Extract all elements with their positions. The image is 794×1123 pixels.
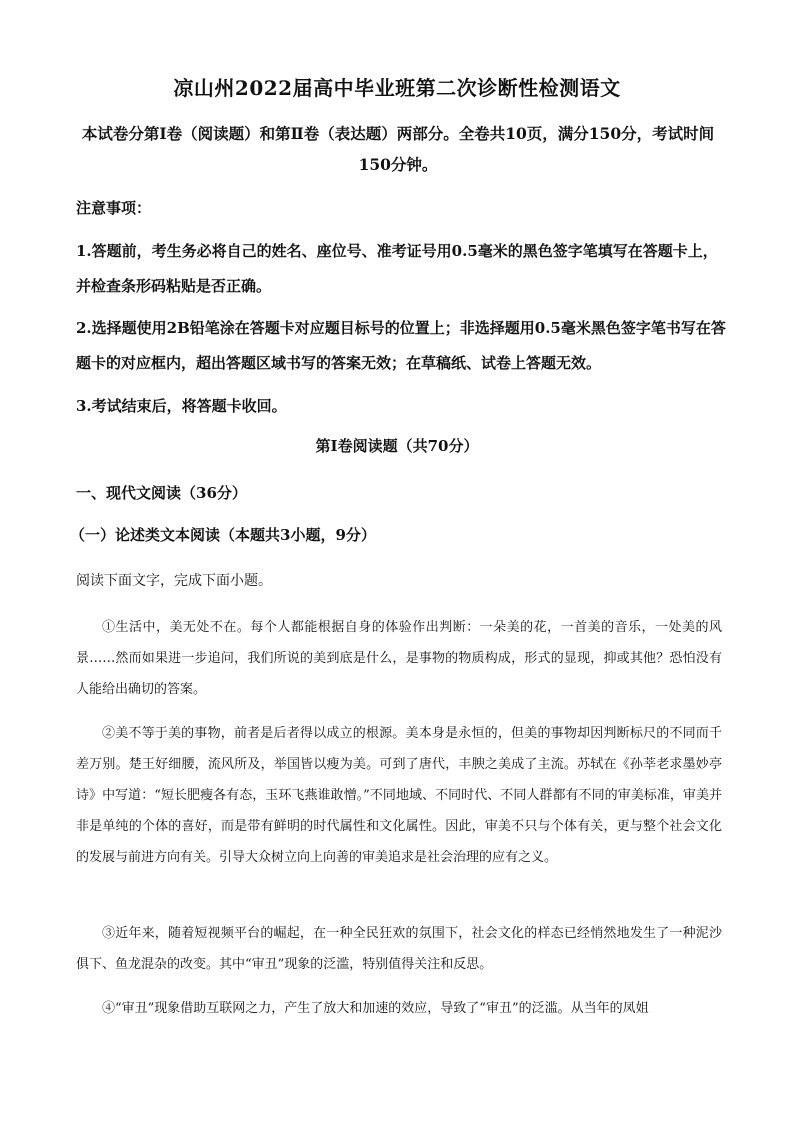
page-title: 凉山州2022届高中毕业班第二次诊断性检测语文 xyxy=(173,76,621,100)
section-heading: 一、现代文阅读（36分） xyxy=(76,484,247,502)
notice-item-1: 1.答题前，考生务必将自己的姓名、座位号、准考证号用0.5毫米的黑色签字笔填写在答题卡上，并检查条形码粘贴是否正确。 xyxy=(76,242,718,295)
paragraph-4: ④“审丑”现象借助互联网之力，产生了放大和加速的效应，导致了“审丑”的泛滥。从当年的凤姐 xyxy=(102,1001,649,1016)
notice-item-2: 2.选择题使用2B铅笔涂在答题卡对应题目标号的位置上；非选择题用0.5毫米黑色签字笔书写在答题卡的对应框内，超出答题区域书写的答案无效；在草稿纸、试卷上答题无效。 xyxy=(76,319,726,372)
paragraph-1: ①生活中，美无处不在。每个人都能根据自身的体验作出判断：一朵美的花，一首美的音乐，一处美的风景……然而如果进一步追问，我们所说的美到底是什么，是事物的物质构成，形式的显现，抑或其他？恐怕没有人能给出确切的答案。 xyxy=(76,620,722,697)
subsection-heading: （一）论述类文本阅读（本题共3小题，9分） xyxy=(70,526,376,544)
part1-title: 第Ⅰ卷阅读题（共70分） xyxy=(315,437,479,455)
paragraph-2: ②美不等于美的事物，前者是后者得以成立的根源。美本身是永恒的，但美的事物却因判断标尺的不同而千差万别。楚王好细腰，流风所及，举国皆以瘦为美。可到了唐代，丰腴之美成了主流。苏轼在《孙莘老求墨妙亭诗》中写道：“短长肥瘦各有态，玉环飞燕谁敢憎。”不同地域、不同时代、不同人群都有不同的审美标准，审美并非是单纯的个体的喜好，而是带有鲜明的时代属性和文化属性。因此，审美不只与个体有关，更与整个社会文化的发展与前进方向有关。引导大众树立向上向善的审美追求是社会治理的应有之义。 xyxy=(76,726,722,865)
notice-heading: 注意事项： xyxy=(76,199,152,217)
paragraph-3: ③近年来，随着短视频平台的崛起，在一种全民狂欢的氛围下，社会文化的样态已经悄然地发生了一种泥沙俱下、鱼龙混杂的改变。其中“审丑”现象的泛滥，特别值得关注和反思。 xyxy=(76,926,722,972)
notice-item-3: 3.考试结束后，将答题卡收回。 xyxy=(76,397,287,415)
reading-instruction: 阅读下面文字，完成下面小题。 xyxy=(76,573,272,589)
exam-intro: 本试卷分第Ⅰ卷（阅读题）和第Ⅱ卷（表达题）两部分。全卷共10页，满分150分，考试时间150分钟。 xyxy=(81,124,715,174)
